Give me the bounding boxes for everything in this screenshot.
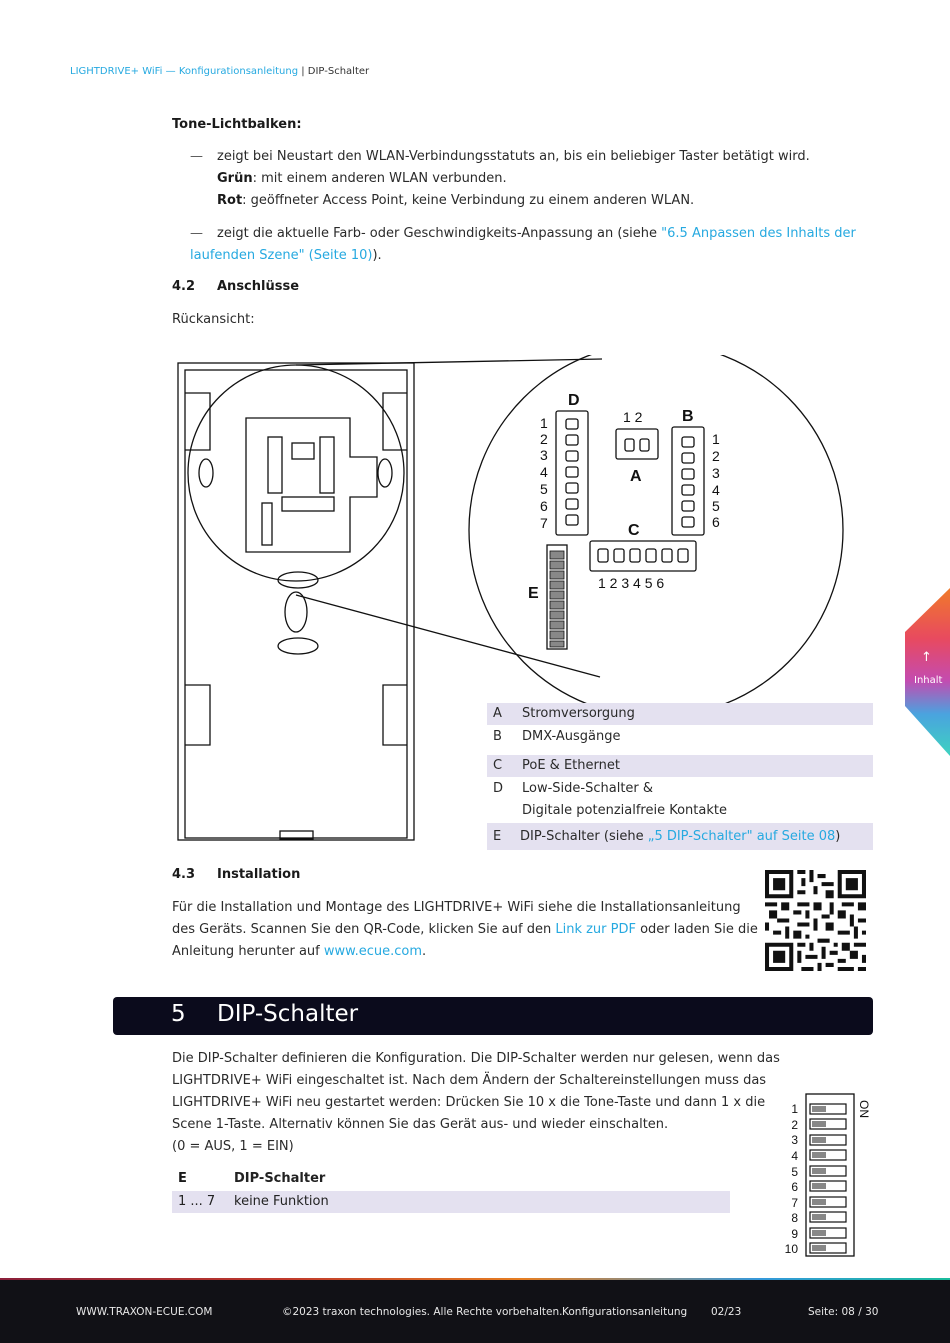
bullet-dash: — <box>190 226 203 241</box>
breadcrumb-current: DIP-Schalter <box>307 66 370 77</box>
footer-copyright: ©2023 traxon technologies. Alle Rechte vorbehalten. <box>282 1306 563 1318</box>
svg-text:10: 10 <box>784 1242 798 1256</box>
dip-switch-diagram <box>782 1092 877 1262</box>
breadcrumb <box>70 66 369 77</box>
label-D: D <box>568 392 580 409</box>
section-5-number: 5 <box>171 1001 186 1027</box>
d-pin-label: 1 <box>540 415 548 431</box>
section-4-2-heading: 4.2 Anschlüsse <box>172 279 300 294</box>
up-arrow-icon: ↑ <box>921 650 932 665</box>
b-pin-label: 1 <box>712 431 720 447</box>
footer-page-number: Seite: 08 / 30 <box>808 1306 879 1318</box>
pdf-link[interactable]: Link zur PDF <box>555 922 636 937</box>
a-pin-labels: 1 2 <box>623 409 643 425</box>
breadcrumb-doc-link[interactable]: LIGHTDRIVE+ WiFi — Konfigurationsanleitung <box>70 66 299 77</box>
label-C: C <box>628 522 640 539</box>
footer-date: 02/23 <box>711 1306 742 1318</box>
c-pin-labels: 1 2 3 4 5 6 <box>598 575 665 591</box>
svg-text:6: 6 <box>791 1180 798 1194</box>
svg-text:1: 1 <box>791 1102 798 1116</box>
tone-bullet-2-cont: laufenden Szene" (Seite 10)). <box>190 248 382 263</box>
dip-on-label: ON <box>857 1100 871 1118</box>
footer-website[interactable]: WWW.TRAXON-ECUE.COM <box>76 1306 213 1318</box>
svg-text:2: 2 <box>791 1118 798 1132</box>
d-pin-label: 4 <box>540 464 548 480</box>
bullet-dash: — <box>190 149 203 164</box>
dip-table-header: E DIP-Schalter <box>178 1171 326 1186</box>
section-4-3-heading: 4.3 Installation <box>172 867 301 882</box>
b-pin-label: 5 <box>712 498 720 514</box>
legend-row-a: A Stromversorgung <box>487 703 873 725</box>
d-pin-label: 7 <box>540 515 548 531</box>
section-5-header <box>113 997 873 1035</box>
d-pin-label: 5 <box>540 481 548 497</box>
svg-text:4: 4 <box>791 1149 798 1163</box>
label-E: E <box>528 585 539 602</box>
tone-bullet-1: zeigt bei Neustart den WLAN-Verbindungsstatuts an, bis ein beliebiger Taster betätigt wird. Grün: mit einem anderen WLAN verbunden. Rot: geöffneter Access Point, keine Verbindung zu einem anderen WLAN. <box>217 149 810 208</box>
legend-row-e: E DIP-Schalter (siehe „5 DIP-Schalter" auf Seite 08) <box>487 823 873 850</box>
rear-view-label: Rückansicht: <box>172 312 255 327</box>
legend-row-c: C PoE & Ethernet <box>487 755 873 777</box>
section-5-title: DIP-Schalter <box>217 1001 359 1027</box>
dip-table-row: 1 ... 7 keine Funktion <box>172 1191 730 1213</box>
svg-text:9: 9 <box>791 1227 798 1241</box>
b-pin-label: 4 <box>712 482 720 498</box>
breadcrumb-separator: | <box>298 66 308 77</box>
dip-section-link[interactable]: „5 DIP-Schalter" auf Seite 08 <box>647 829 836 844</box>
installation-text: Für die Installation und Montage des LIGHTDRIVE+ WiFi siehe die Installationsanleitung des Geräts. Scannen Sie den QR-Code, klicken Sie auf den Link zur PDF oder laden Sie die Anleitung herunter auf www.ecue.com. <box>172 900 758 959</box>
scene-adjust-link[interactable]: "6.5 Anpassen des Inhalts der <box>661 226 856 241</box>
legend-row-d: D Low-Side-Schalter & Digitale potenzialfreie Kontakte <box>493 781 727 818</box>
qr-code[interactable] <box>765 870 866 971</box>
d-pin-label: 6 <box>540 498 548 514</box>
tone-title: Tone-Lichtbalken: <box>172 117 302 132</box>
d-pin-label: 3 <box>540 447 548 463</box>
b-pin-label: 3 <box>712 465 720 481</box>
contents-tab[interactable] <box>905 588 950 756</box>
ecue-website-link[interactable]: www.ecue.com <box>323 944 422 959</box>
label-A: A <box>630 468 642 485</box>
contents-tab-label: Inhalt <box>914 675 943 686</box>
svg-text:8: 8 <box>791 1211 798 1225</box>
legend-row-b: B DMX-Ausgänge <box>493 729 621 744</box>
scene-adjust-link-cont[interactable]: laufenden Szene" (Seite 10) <box>190 248 373 263</box>
d-pin-label: 2 <box>540 431 548 447</box>
b-pin-label: 2 <box>712 448 720 464</box>
footer-doc-type: Konfigurationsanleitung <box>562 1306 688 1318</box>
svg-text:3: 3 <box>791 1133 798 1147</box>
b-pin-label: 6 <box>712 514 720 530</box>
tone-bullet-2: zeigt die aktuelle Farb- oder Geschwindigkeits-Anpassung an (siehe "6.5 Anpassen des Inhalts der <box>217 226 856 241</box>
dip-intro-text: Die DIP-Schalter definieren die Konfiguration. Die DIP-Schalter werden nur gelesen, wenn das LIGHTDRIVE+ WiFi eingeschaltet ist. Nach dem Ändern der Schaltereinstellungen muss das LIGHTDRIVE+ WiFi neu gestartet werden: Drücken Sie 10 x die Tone-Taste und dann 1 x die Scene 1-Taste. Alternativ können Sie das Gerät aus- und wieder einschalten. (0 = AUS, 1 = EIN) <box>172 1051 780 1154</box>
svg-text:7: 7 <box>791 1196 798 1210</box>
label-B: B <box>682 408 694 425</box>
svg-text:5: 5 <box>791 1165 798 1179</box>
